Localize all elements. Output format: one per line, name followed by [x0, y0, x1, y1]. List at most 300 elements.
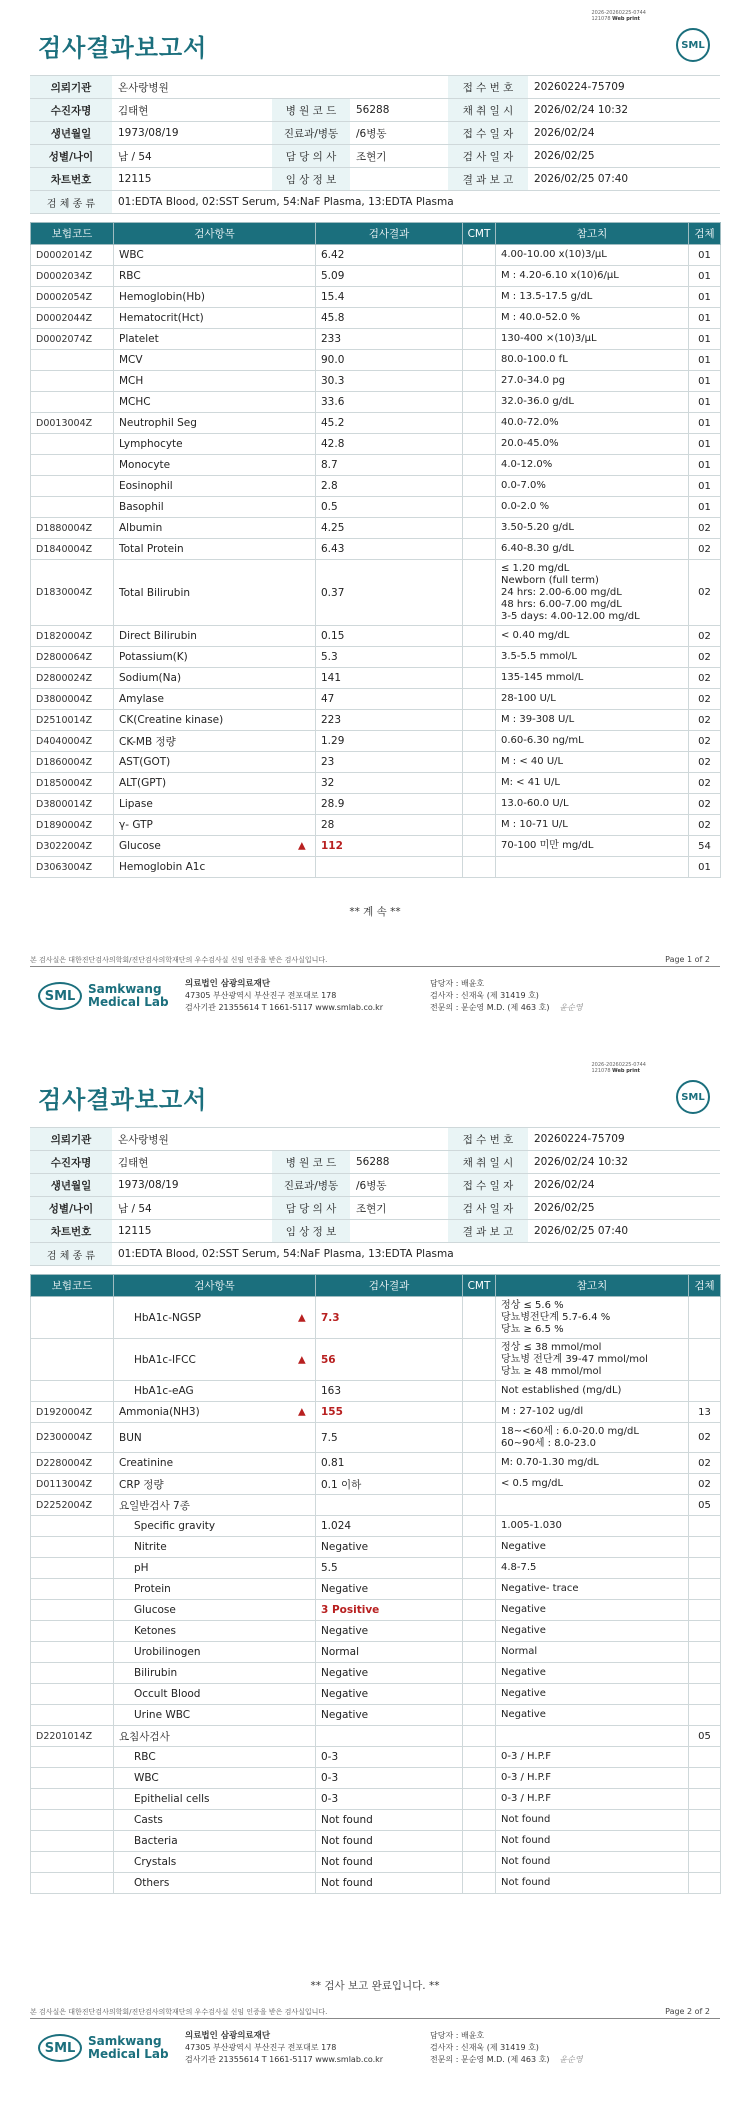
result-cell: [316, 815, 463, 836]
cmt-cell: [463, 647, 496, 668]
specimen-cell: [689, 1747, 721, 1768]
reference-cell: 18~<60세 : 6.0-20.0 mg/dL 60~90세 : 8.0-23.0: [496, 1423, 689, 1453]
chart-value: 12115: [112, 168, 272, 191]
specimen-value: 01:EDTA Blood, 02:SST Serum, 54:NaF Plasma, 13:EDTA Plasma: [112, 191, 720, 214]
insurance-code-cell: D0013004Z: [31, 413, 114, 434]
result-cell: [316, 1810, 463, 1831]
table-row: [31, 245, 721, 266]
receipt-value: 20260224-75709: [528, 76, 720, 99]
continue-note: ** 계 속 **: [349, 906, 401, 918]
result-value: Negative: [321, 1709, 369, 1721]
result-value: 28: [321, 819, 335, 831]
insurance-code-cell: D1820004Z: [31, 626, 114, 647]
result-cell: [316, 1705, 463, 1726]
specimen-cell: [689, 1873, 721, 1894]
cmt-cell: [463, 1663, 496, 1684]
insurance-code-cell: D2280004Z: [31, 1453, 114, 1474]
table-row: [31, 1663, 721, 1684]
result-value: 1.024: [321, 1520, 352, 1532]
patient-value: 김태현: [112, 99, 272, 122]
result-value: Not found: [321, 1856, 373, 1868]
sex-age-label: 성별/나이: [30, 145, 112, 168]
table-row: [31, 1423, 721, 1453]
col-test-item: 검사항목: [114, 223, 316, 245]
result-value: 45.2: [321, 417, 345, 429]
cmt-cell: [463, 308, 496, 329]
sml-logo-badge: SML: [676, 1080, 710, 1114]
specimen-cell: [689, 1621, 721, 1642]
specimen-cell: [689, 1558, 721, 1579]
test-item-cell: HbA1c-NGSP: [114, 1297, 316, 1339]
footer-logo: [38, 982, 169, 1010]
results-table-page-2: [30, 1274, 721, 1894]
test-item-cell: ALT(GPT): [114, 773, 316, 794]
table-row: [31, 1579, 721, 1600]
reference-cell: [496, 1495, 689, 1516]
reference-cell: M : 13.5-17.5 g/dL: [496, 287, 689, 308]
high-flag-icon: ▲: [298, 1406, 306, 1418]
reference-cell: Normal: [496, 1642, 689, 1663]
result-value: 5.5: [321, 1562, 338, 1574]
reference-cell: M : 27-102 ug/dl: [496, 1402, 689, 1423]
specimen-cell: 01: [689, 476, 721, 497]
table-row: [31, 1537, 721, 1558]
chart-label: 차트번호: [30, 168, 112, 191]
table-row: [31, 1621, 721, 1642]
logo-text: Samkwang Medical Lab: [88, 2034, 169, 2061]
test-item-cell: Bilirubin: [114, 1663, 316, 1684]
result-value: 223: [321, 714, 342, 726]
doctor-value: 조현기: [350, 145, 448, 168]
result-cell: [316, 455, 463, 476]
test-item-cell: Basophil: [114, 497, 316, 518]
table-row: [31, 1831, 721, 1852]
result-cell: [316, 497, 463, 518]
cmt-cell: [463, 434, 496, 455]
reference-cell: 130-400 ×(10)3/µL: [496, 329, 689, 350]
insurance-code-cell: D0002054Z: [31, 287, 114, 308]
report-label: 결 과 보 고: [448, 1220, 528, 1243]
dept-label: 진료과/병동: [272, 122, 350, 145]
result-value: 141: [321, 672, 342, 684]
result-cell: [316, 350, 463, 371]
insurance-code-cell: [31, 1684, 114, 1705]
cmt-cell: [463, 1579, 496, 1600]
result-cell: [316, 668, 463, 689]
sml-logo-mark: SML: [38, 2034, 82, 2062]
insurance-code-cell: D1880004Z: [31, 518, 114, 539]
result-value: 33.6: [321, 396, 345, 408]
report-page-2: [0, 1052, 744, 2104]
result-cell: [316, 710, 463, 731]
result-value: 6.42: [321, 249, 345, 261]
insurance-code-cell: [31, 1381, 114, 1402]
insurance-code-cell: [31, 1705, 114, 1726]
test-item-cell: Albumin: [114, 518, 316, 539]
reference-cell: M : 4.20-6.10 x(10)6/µL: [496, 266, 689, 287]
specimen-cell: 01: [689, 392, 721, 413]
reference-cell: 4.8-7.5: [496, 1558, 689, 1579]
table-row: [31, 689, 721, 710]
hosp-code-value: 56288: [350, 99, 448, 122]
test-item-cell: Creatinine: [114, 1453, 316, 1474]
cmt-cell: [463, 731, 496, 752]
insurance-code-cell: [31, 455, 114, 476]
reference-cell: 4.00-10.00 x(10)3/µL: [496, 245, 689, 266]
specimen-cell: 02: [689, 518, 721, 539]
result-cell: [316, 1558, 463, 1579]
high-flag-icon: ▲: [298, 1354, 306, 1365]
specimen-cell: [689, 1663, 721, 1684]
sex-age-label: 성별/나이: [30, 1197, 112, 1220]
dob-value: 1973/08/19: [112, 122, 272, 145]
result-cell: [316, 245, 463, 266]
result-cell: [298, 1339, 463, 1381]
test-item-cell: Platelet: [114, 329, 316, 350]
cmt-cell: [463, 266, 496, 287]
result-cell: [316, 1831, 463, 1852]
result-cell: [316, 287, 463, 308]
cmt-cell: [463, 1852, 496, 1873]
insurance-code-cell: D3022004Z: [31, 836, 114, 857]
high-flag-icon: ▲: [298, 840, 306, 852]
report-label: 결 과 보 고: [448, 168, 528, 191]
table-row: [31, 1297, 721, 1339]
reference-cell: 0.60-6.30 ng/mL: [496, 731, 689, 752]
result-cell: [316, 1423, 463, 1453]
insurance-code-cell: D2510014Z: [31, 710, 114, 731]
insurance-code-cell: [31, 350, 114, 371]
test-item-cell: Bacteria: [114, 1831, 316, 1852]
insurance-code-cell: D1830004Z: [31, 560, 114, 626]
specimen-cell: 01: [689, 329, 721, 350]
doctor-label: 담 당 의 사: [272, 145, 350, 168]
insurance-code-cell: D0002074Z: [31, 329, 114, 350]
col-specimen: 검체: [689, 1275, 721, 1297]
cmt-cell: [463, 1474, 496, 1495]
dob-label: 생년월일: [30, 122, 112, 145]
table-row: [31, 626, 721, 647]
cmt-cell: [463, 518, 496, 539]
reference-cell: Negative- trace: [496, 1579, 689, 1600]
insurance-code-cell: [31, 371, 114, 392]
table-row: [31, 434, 721, 455]
result-value: 28.9: [321, 798, 345, 810]
report-complete-note: ** 검사 보고 완료입니다. **: [310, 1980, 440, 1992]
reference-cell: 4.0-12.0%: [496, 455, 689, 476]
cmt-cell: [463, 1297, 496, 1339]
table-row: [31, 1705, 721, 1726]
signature: 윤순영: [559, 2055, 583, 2064]
test-item-cell: HbA1c-IFCC: [114, 1339, 316, 1381]
col-insurance-code: 보험코드: [31, 223, 114, 245]
reference-cell: < 0.40 mg/dL: [496, 626, 689, 647]
insurance-code-cell: D3800004Z: [31, 689, 114, 710]
reference-cell: Negative: [496, 1663, 689, 1684]
reference-cell: 20.0-45.0%: [496, 434, 689, 455]
col-test-item: 검사항목: [114, 1275, 316, 1297]
patient-label: 수진자명: [30, 1151, 112, 1174]
result-cell: [316, 413, 463, 434]
cmt-cell: [463, 1339, 496, 1381]
insurance-code-cell: D0113004Z: [31, 1474, 114, 1495]
test-item-cell: CK(Creatine kinase): [114, 710, 316, 731]
test-item-cell: Protein: [114, 1579, 316, 1600]
result-value: 47: [321, 693, 335, 705]
dept-value: /6병동: [350, 122, 448, 145]
test-item-cell: CRP 정량: [114, 1474, 316, 1495]
table-row: [31, 752, 721, 773]
table-row: [31, 1726, 721, 1747]
table-row: [31, 392, 721, 413]
chart-value: 12115: [112, 1220, 272, 1243]
footer-org-info: 의료법인 삼광의료재단 47305 부산광역시 부산진구 전포대로 178 검사기관 21355614 T 1661-5117 www.smlab.co.kr: [185, 979, 384, 1012]
result-value: 0.15: [321, 630, 345, 642]
insurance-code-cell: [31, 1873, 114, 1894]
specimen-cell: 01: [689, 350, 721, 371]
specimen-cell: [689, 1852, 721, 1873]
table-row: [31, 1810, 721, 1831]
cmt-cell: [463, 1537, 496, 1558]
reference-cell: M : 39-308 U/L: [496, 710, 689, 731]
specimen-label: 검 체 종 류: [30, 1243, 112, 1266]
receipt-date-label: 접 수 일 자: [448, 122, 528, 145]
test-item-cell: Ketones: [114, 1621, 316, 1642]
insurance-code-cell: [31, 1297, 114, 1339]
result-value: Negative: [321, 1688, 369, 1700]
test-item-cell: RBC: [114, 266, 316, 287]
col-cmt: CMT: [463, 223, 496, 245]
cmt-cell: [463, 668, 496, 689]
insurance-code-cell: D1840004Z: [31, 539, 114, 560]
receipt-date-label: 접 수 일 자: [448, 1174, 528, 1197]
insurance-code-cell: D3063004Z: [31, 857, 114, 878]
table-row: [31, 1747, 721, 1768]
cmt-cell: [463, 836, 496, 857]
test-item-cell: Casts: [114, 1810, 316, 1831]
table-row: [31, 710, 721, 731]
reference-cell: 40.0-72.0%: [496, 413, 689, 434]
test-item-cell: Potassium(K): [114, 647, 316, 668]
insurance-code-cell: [31, 434, 114, 455]
specimen-cell: 02: [689, 752, 721, 773]
result-value: 233: [321, 333, 342, 345]
test-item-cell: RBC: [114, 1747, 316, 1768]
test-date-label: 검 사 일 자: [448, 145, 528, 168]
result-value: 23: [321, 756, 335, 768]
client-label: 의뢰기관: [30, 76, 112, 99]
result-value: 7.5: [321, 1431, 338, 1444]
cmt-cell: [463, 1810, 496, 1831]
dob-label: 생년월일: [30, 1174, 112, 1197]
insurance-code-cell: [31, 1642, 114, 1663]
table-row: [31, 1474, 721, 1495]
specimen-cell: [689, 1297, 721, 1339]
specimen-value: 01:EDTA Blood, 02:SST Serum, 54:NaF Plasma, 13:EDTA Plasma: [112, 1243, 720, 1266]
cmt-cell: [463, 245, 496, 266]
result-value: Negative: [321, 1583, 369, 1595]
insurance-code-cell: [31, 476, 114, 497]
result-value: 5.3: [321, 651, 338, 663]
test-item-cell: Hemoglobin(Hb): [114, 287, 316, 308]
insurance-code-cell: [31, 497, 114, 518]
table-row: [31, 1768, 721, 1789]
insurance-code-cell: D2201014Z: [31, 1726, 114, 1747]
test-item-cell: Urine WBC: [114, 1705, 316, 1726]
result-cell: [316, 266, 463, 287]
result-cell: [298, 836, 463, 857]
print-id: 2026-20260225-0744 121078 Web print: [591, 10, 646, 22]
specimen-cell: 02: [689, 689, 721, 710]
table-row: [31, 794, 721, 815]
reference-cell: 3.5-5.5 mmol/L: [496, 647, 689, 668]
table-row: [31, 1402, 721, 1423]
table-row: [31, 773, 721, 794]
reference-cell: 27.0-34.0 pg: [496, 371, 689, 392]
result-cell: [316, 308, 463, 329]
specimen-cell: 01: [689, 266, 721, 287]
specimen-cell: [689, 1789, 721, 1810]
test-item-cell: Total Protein: [114, 539, 316, 560]
result-cell: [316, 689, 463, 710]
reference-cell: 0.0-7.0%: [496, 476, 689, 497]
result-value: 45.8: [321, 312, 345, 324]
test-item-cell: AST(GOT): [114, 752, 316, 773]
result-cell: [316, 1642, 463, 1663]
receipt-date-value: 2026/02/24: [528, 122, 720, 145]
specimen-cell: 02: [689, 647, 721, 668]
specimen-cell: [689, 1810, 721, 1831]
cmt-cell: [463, 1642, 496, 1663]
result-cell: [316, 371, 463, 392]
table-row: [31, 308, 721, 329]
client-value: 온사랑병원: [112, 1128, 448, 1151]
result-value: Not found: [321, 1877, 373, 1889]
specimen-cell: 02: [689, 1453, 721, 1474]
col-reference: 참고치: [496, 223, 689, 245]
result-cell: [316, 731, 463, 752]
result-cell: [316, 647, 463, 668]
table-row: [31, 1873, 721, 1894]
insurance-code-cell: D2800064Z: [31, 647, 114, 668]
test-item-cell: Hematocrit(Hct): [114, 308, 316, 329]
test-item-cell: Crystals: [114, 1852, 316, 1873]
specimen-cell: 01: [689, 857, 721, 878]
result-cell: [316, 539, 463, 560]
specimen-cell: [689, 1768, 721, 1789]
client-label: 의뢰기관: [30, 1128, 112, 1151]
specimen-cell: [689, 1642, 721, 1663]
result-value: 0-3: [321, 1751, 339, 1763]
test-item-cell: MCV: [114, 350, 316, 371]
reference-cell: Not found: [496, 1873, 689, 1894]
specimen-cell: 01: [689, 434, 721, 455]
cmt-cell: [463, 1705, 496, 1726]
print-id: 2026-20260225-0744 121078 Web print: [591, 1062, 646, 1074]
reference-cell: Negative: [496, 1684, 689, 1705]
report-value: 2026/02/25 07:40: [528, 1220, 720, 1243]
result-value: 0.5: [321, 501, 338, 513]
page-number: Page 2 of 2: [665, 2007, 710, 2016]
specimen-cell: 02: [689, 1474, 721, 1495]
specimen-cell: 05: [689, 1495, 721, 1516]
result-value: 155: [321, 1406, 343, 1418]
result-value: 1.29: [321, 735, 345, 747]
specimen-cell: [689, 1516, 721, 1537]
reference-cell: ≤ 1.20 mg/dL Newborn (full term) 24 hrs: 2.00-6.00 mg/dL 48 hrs: 6.00-7.00 mg/dL 3-5 days: 4.00-12.00 mg/dL: [496, 560, 689, 626]
result-cell: [316, 1684, 463, 1705]
test-item-cell: Eosinophil: [114, 476, 316, 497]
insurance-code-cell: D2300004Z: [31, 1423, 114, 1453]
cmt-cell: [463, 710, 496, 731]
specimen-cell: 02: [689, 710, 721, 731]
report-value: 2026/02/25 07:40: [528, 168, 720, 191]
patient-value: 김태현: [112, 1151, 272, 1174]
insurance-code-cell: [31, 1747, 114, 1768]
specimen-cell: 02: [689, 1423, 721, 1453]
sex-age-value: 남 / 54: [112, 1197, 272, 1220]
test-item-cell: Glucose: [114, 836, 316, 857]
cmt-cell: [463, 539, 496, 560]
insurance-code-cell: [31, 1516, 114, 1537]
footer-certification-note: 본 검사실은 대한진단검사의학회/진단검사의학재단의 우수검사실 신임 인증을 받은 검사실입니다.: [30, 956, 328, 964]
test-item-cell: HbA1c-eAG: [114, 1381, 316, 1402]
specimen-cell: [689, 1684, 721, 1705]
specimen-cell: 02: [689, 668, 721, 689]
reference-cell: M : < 40 U/L: [496, 752, 689, 773]
reference-cell: Negative: [496, 1537, 689, 1558]
specimen-cell: [689, 1705, 721, 1726]
insurance-code-cell: D3800014Z: [31, 794, 114, 815]
test-item-cell: Specific gravity: [114, 1516, 316, 1537]
reference-cell: M: 0.70-1.30 mg/dL: [496, 1453, 689, 1474]
insurance-code-cell: D0002034Z: [31, 266, 114, 287]
results-table-page-1: [30, 222, 721, 878]
test-item-cell: WBC: [114, 1768, 316, 1789]
result-cell: [316, 794, 463, 815]
test-item-cell: Monocyte: [114, 455, 316, 476]
dept-value: /6병동: [350, 1174, 448, 1197]
result-value: 30.3: [321, 375, 345, 387]
page-number: Page 1 of 2: [665, 955, 710, 964]
reference-cell: 13.0-60.0 U/L: [496, 794, 689, 815]
chart-label: 차트번호: [30, 1220, 112, 1243]
result-cell: [316, 626, 463, 647]
test-item-cell: Epithelial cells: [114, 1789, 316, 1810]
specimen-cell: 01: [689, 413, 721, 434]
specimen-cell: 13: [689, 1402, 721, 1423]
cmt-cell: [463, 371, 496, 392]
result-cell: [316, 1747, 463, 1768]
specimen-cell: 02: [689, 731, 721, 752]
result-cell: [316, 1516, 463, 1537]
insurance-code-cell: [31, 1768, 114, 1789]
collect-value: 2026/02/24 10:32: [528, 99, 720, 122]
hosp-code-value: 56288: [350, 1151, 448, 1174]
insurance-code-cell: D0002044Z: [31, 308, 114, 329]
insurance-code-cell: [31, 1663, 114, 1684]
result-value: Negative: [321, 1625, 369, 1637]
dob-value: 1973/08/19: [112, 1174, 272, 1197]
test-date-value: 2026/02/25: [528, 145, 720, 168]
cmt-cell: [463, 626, 496, 647]
cmt-cell: [463, 857, 496, 878]
insurance-code-cell: [31, 1810, 114, 1831]
specimen-cell: 05: [689, 1726, 721, 1747]
result-cell: [316, 329, 463, 350]
col-result: 검사결과: [316, 223, 463, 245]
result-value: 4.25: [321, 522, 345, 534]
